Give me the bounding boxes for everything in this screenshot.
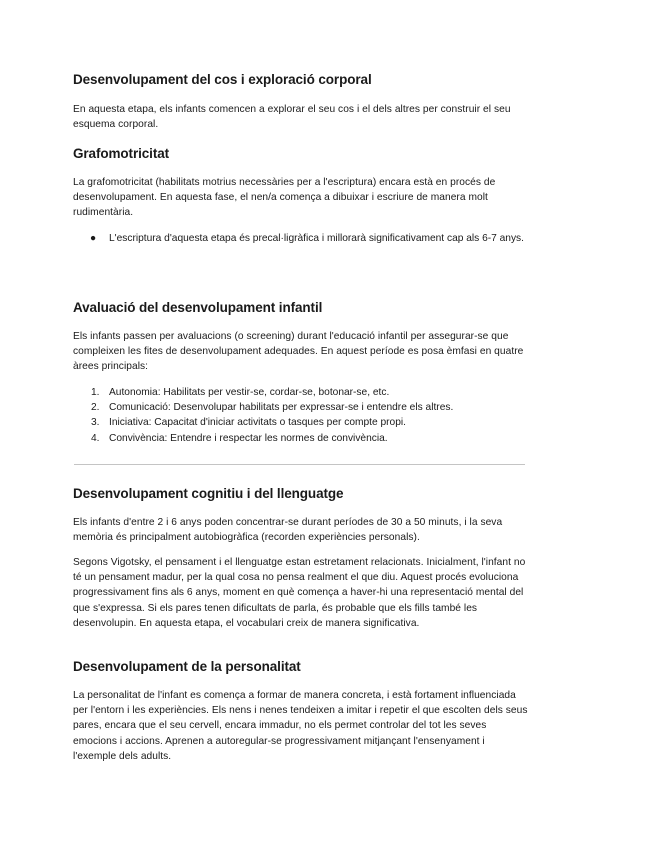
paragraph-personalitat: La personalitat de l'infant es comença a formar de manera concreta, i està fortament influenciada per l'entorn i les experiències. Els nens i nenes tendeixen a imitar i repetir el que escolten dels seus pares, encara que el seu cervell, encara immadur, no els permet controlar del tot les seves emocions i accions. Aprenen a autoregular-se progressivament mitjançant l'ensenyament i l'exemple dels adults. (73, 690, 528, 762)
numbered-list-areas (91, 385, 527, 446)
paragraph-avaluacio: Els infants passen per avaluacions (o screening) durant l'educació infantil per assegurar-se que compleixen les fites de desenvolupament adequades. En aquest període es posa èmfasi en quatre àrees principals: (73, 331, 524, 373)
paragraph-cognitiu-2: Segons Vigotsky, el pensament i el llenguatge estan estretament relacionats. Inicialment, l'infant no té un pensament madur, per la qual cosa no pensa realment el que diu. Aquest procés evoluciona progressivament fins als 6 anys, moment en què comença a haver-hi una representació mental del que s'expressa. Si els pares tenen dificultats de parla, és probable que els fills també les desenvolupin. En aquesta etapa, el vocabulari creix de manera significativa. (73, 557, 526, 629)
paragraph-grafomotricitat: La grafomotricitat (habilitats motrius necessàries per a l'escriptura) encara està en procés de desenvolupament. En aquesta fase, el nen/a comença a dibuixar i escriure de manera molt rudimentària. (73, 177, 496, 219)
paragraph-cognitiu-1: Els infants d'entre 2 i 6 anys poden concentrar-se durant períodes de 30 a 50 minuts, i la seva memòria és principalment autobiogràfica (recorden experiències personals). (73, 517, 503, 544)
list-number: 3. (91, 417, 100, 429)
bullet-icon: ● (90, 233, 97, 244)
list-item-text: Comunicació: Desenvolupar habilitats per expressar-se i entendre els altres. (109, 402, 454, 414)
heading-cognitiu: Desenvolupament cognitiu i del llenguatge (73, 486, 344, 501)
heading-grafomotricitat: Grafomotricitat (73, 146, 170, 161)
list-item (91, 385, 527, 400)
list-item (89, 231, 527, 246)
list-item-text: Autonomia: Habilitats per vestir-se, cordar-se, botonar-se, etc. (109, 387, 390, 398)
list-number: 2. (91, 402, 100, 414)
heading-avaluacio: Avaluació del desenvolupament infantil (73, 300, 323, 315)
bullet-list-grafomotricitat (89, 231, 527, 246)
list-item-text: L'escriptura d'aquesta etapa és precal·ligràfica i millorarà significativament cap als 6-7 anys. (109, 233, 524, 244)
list-item (91, 431, 527, 446)
list-item-text: Iniciativa: Capacitat d'iniciar activitats o tasques per compte propi. (109, 417, 406, 429)
heading-personalitat: Desenvolupament de la personalitat (73, 659, 301, 674)
list-item-text: Convivència: Entendre i respectar les normes de convivència. (109, 432, 388, 444)
heading-cos: Desenvolupament del cos i exploració corporal (73, 72, 372, 87)
list-number: 4. (91, 432, 100, 444)
list-item (91, 400, 527, 415)
horizontal-divider (74, 464, 525, 465)
list-item (91, 415, 527, 430)
paragraph-cos: En aquesta etapa, els infants comencen a explorar el seu cos i el dels altres per construir el seu esquema corporal. (73, 104, 511, 131)
list-number: 1. (91, 387, 100, 398)
